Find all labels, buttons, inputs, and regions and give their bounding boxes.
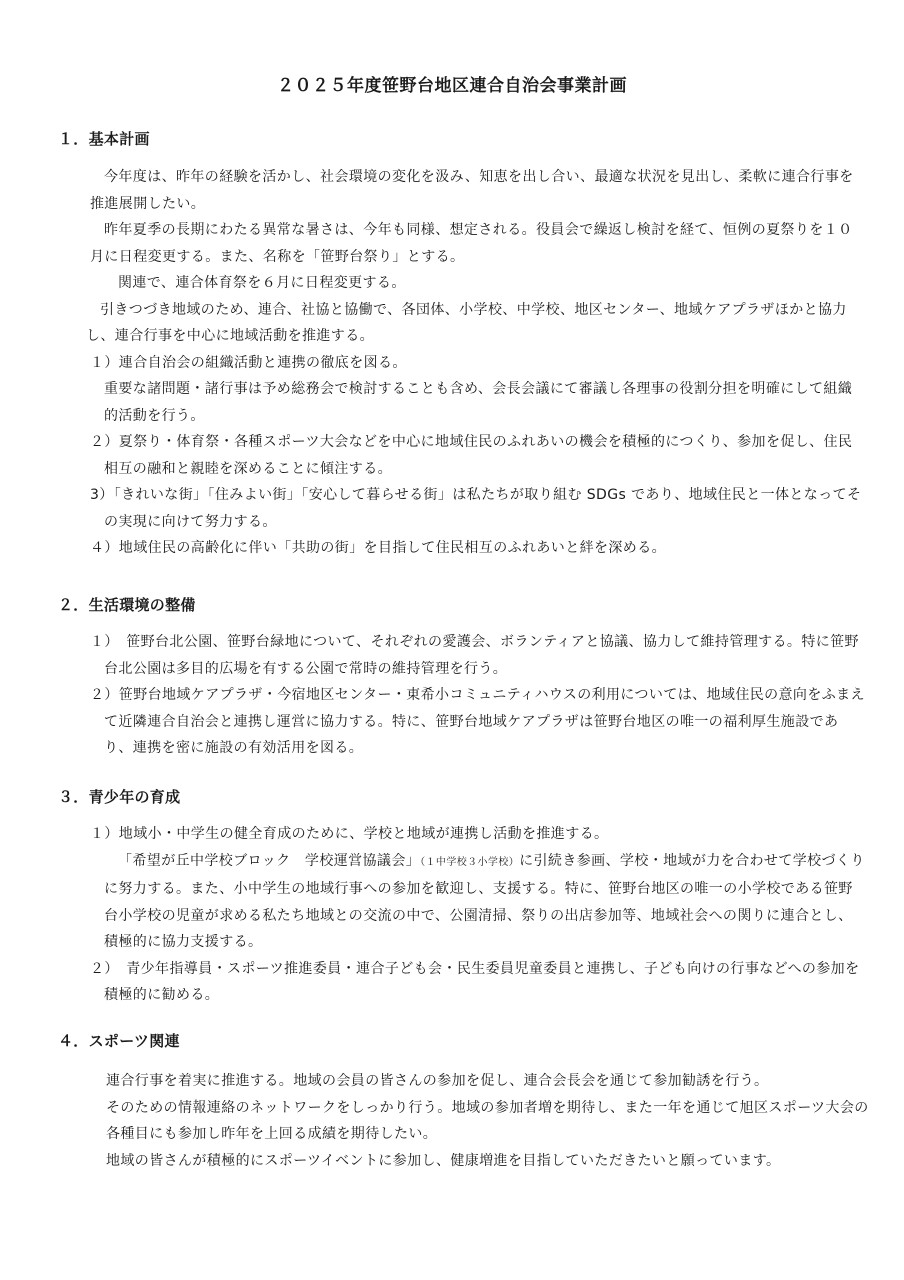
list-item: １）地域小・中学生の健全育成のために、学校と地域が連携し活動を推進する。 xyxy=(90,826,609,842)
section-heading-sports: ４．スポーツ関連 xyxy=(58,1032,180,1050)
paragraph: 昨年夏季の長期にわたる異常な暑さは、今年も同様、想定される。役員会で繰返し検討を経て、恒例の夏祭りを１０月に日程変更する。また、名称を「笹野台祭り」とする。 xyxy=(90,222,853,265)
list-item: １）連合自治会の組織活動と連携の徹底を図る。 xyxy=(90,354,407,371)
list-item: １） 笹野台北公園、笹野台緑地について、それぞれの愛護会、ボランティアと協議、協力して維持管理する。特に笹野台北公園は多目的広場を有する公園で常時の維持管理を行う。 xyxy=(90,634,859,677)
paragraph: 引きつづき地域のため、連合、社協と協働で、各団体、小学校、中学校、地区センター、地域ケアプラザほかと協力し、連合行事を中心に地域活動を推進する。 xyxy=(86,301,847,344)
paragraph: 今年度は、昨年の経験を活かし、社会環境の変化を汲み、知恵を出し合い、最適な状況を見出し、柔軟に連合行事を推進展開したい。 xyxy=(90,169,854,212)
section-body-youth xyxy=(90,821,865,1009)
paragraph: 地域の皆さんが積極的にスポーツイベントに参加し、健康増進を目指していただきたいと願っています。 xyxy=(106,1152,781,1169)
section-heading-youth: ３．青少年の育成 xyxy=(58,788,181,806)
list-item: 3）「きれいな街」「住みよい街」「安心して暮らせる街」は私たちが取り組む SDGs であり、地域住民と一体となってその実現に向けて努力する。 xyxy=(90,487,862,530)
paragraph-continued: に引続き参画、学校・地域が力を合わせて学校づくりに努力する。また、小中学生の地域行事への参加を歓迎し、支援する。特に、笹野台地区の唯一の小学校である笹野台小学校の児童が求める私たち地域との交流の中で、公園清掃、祭りの出店参加等、地域社会への関りに連合とし、積極的に協力支援する。 xyxy=(104,852,865,950)
council-name: 「希望が丘中学校ブロック 学校運営協議会」 xyxy=(118,852,421,869)
list-item: ４）地域住民の高齢化に伴い「共助の街」を目指して住民相互のふれあいと絆を深める。 xyxy=(90,540,666,556)
paragraph: そのための情報連絡のネットワークをしっかり行う。地域の参加者増を期待し、また一年を通じて旭区スポーツ大会の各種目にも参加し昨年を上回る成績を期待したい。 xyxy=(106,1099,869,1142)
section-heading-living-environment: ２．生活環境の整備 xyxy=(58,596,196,614)
school-count-note: （１中学校３小学校） xyxy=(420,856,520,868)
section-heading-basic-plan: １．基本計画 xyxy=(58,130,150,148)
document-title: ２０２５年度笹野台地区連合自治会事業計画 xyxy=(277,76,627,96)
list-item: ２）夏祭り・体育祭・各種スポーツ大会などを中心に地域住民のふれあいの機会を積極的につくり、参加を促し、住民相互の融和と親睦を深めることに傾注する。 xyxy=(90,434,853,477)
paragraph xyxy=(90,848,865,956)
paragraph: 重要な諸問題・諸行事は予め総務会で検討することも含め、会長会議にて審議し各理事の役割分担を明確にして組織的活動を行う。 xyxy=(104,381,853,424)
list-item: ２） 青少年指導員・スポーツ推進委員・連合子ども会・民生委員児童委員と連携し、子ども向けの行事などへの参加を積極的に勧める。 xyxy=(90,960,860,1003)
list-item: ２）笹野台地域ケアプラザ・今宿地区センター・東希小コミュニティハウスの利用については、地域住民の意向をふまえて近隣連合自治会と連携し運営に協力する。特に、笹野台地域ケアプラザは笹野台地区の唯一の福利厚生施設であり、連携を密に施設の有効活用を図る。 xyxy=(90,687,865,756)
section-body-living-environment xyxy=(90,629,865,762)
paragraph: 連合行事を着実に推進する。地域の会員の皆さんの参加を促し、連合会長会を通じて参加勧誘を行う。 xyxy=(106,1073,769,1089)
section-body-sports xyxy=(106,1068,871,1174)
section-body-basic-plan xyxy=(86,164,865,562)
paragraph: 関連で、連合体育祭を６月に日程変更する。 xyxy=(118,275,406,291)
